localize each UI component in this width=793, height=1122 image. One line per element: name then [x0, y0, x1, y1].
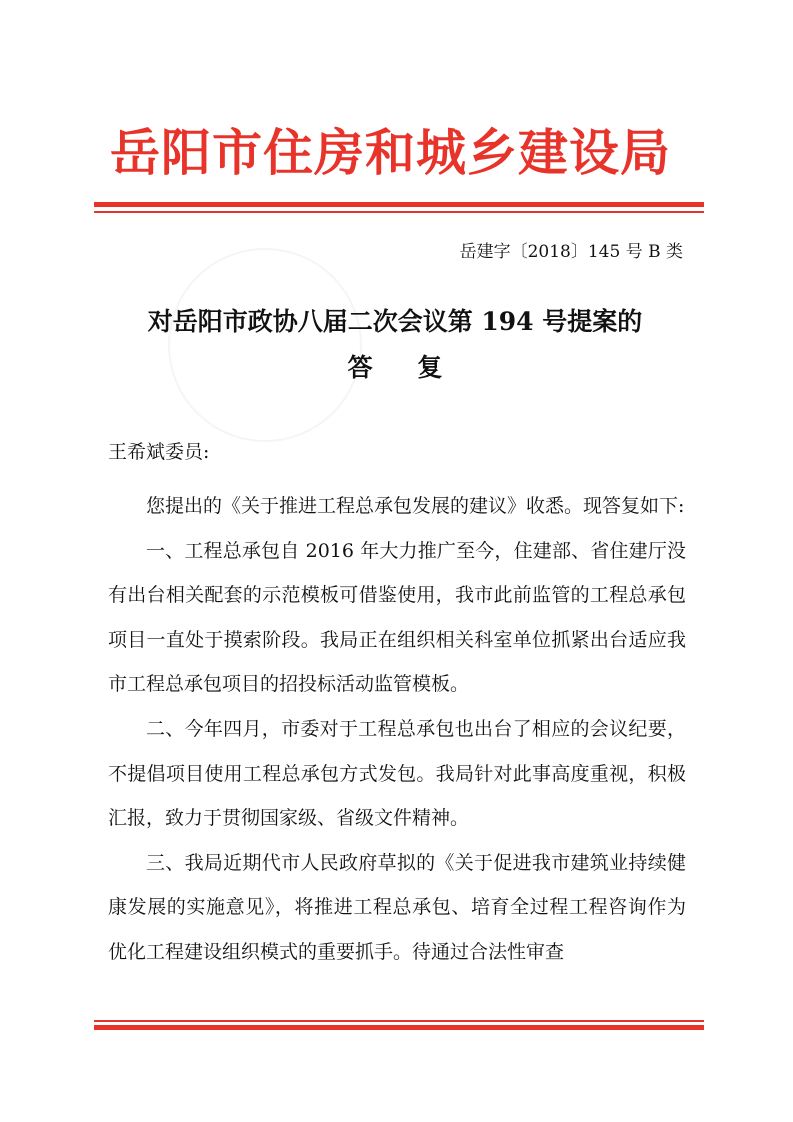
document-title-line2: 答 复 [347, 353, 461, 382]
footer-rule-thin [94, 1020, 704, 1022]
document-title-line1: 对岳阳市政协八届二次会议第 194 号提案的 [147, 307, 643, 336]
letterhead-rule-thick [94, 202, 704, 207]
footer-rule-thick [94, 1025, 704, 1030]
faint-seal-watermark [168, 248, 362, 442]
paragraph-point-2: 二、今年四月，市委对于工程总承包也出台了相应的会议纪要，不提倡项目使用工程总承包方式发包。我局针对此事高度重视，积极汇报，致力于贯彻国家级、省级文件精神。 [108, 717, 686, 830]
document-number: 岳建字〔2018〕145 号 B 类 [459, 242, 683, 262]
salutation: 王希斌委员: [108, 441, 210, 463]
agency-letterhead: 岳阳市住房和城乡建设局 [110, 123, 671, 182]
letterhead-rule-thin [94, 211, 704, 213]
paragraph-point-3: 三、我局近期代市人民政府草拟的《关于促进我市建筑业持续健康发展的实施意见》，将推进工程总承包、培育全过程工程咨询作为优化工程建设组织模式的重要抓手。待通过合法性审查 [108, 851, 686, 963]
paragraph-intro: 您提出的《关于推进工程总承包发展的建议》收悉。现答复如下: [146, 495, 685, 517]
paragraph-point-1: 一、工程总承包自 2016 年大力推广至今，住建部、省住建厅没有出台相关配套的示范模板可借鉴使用，我市此前监管的工程总承包项目一直处于摸索阶段。我局正在组织相关科室单位抓紧出台适应我市工程总承包项目的招投标活动监管模板。 [108, 539, 686, 696]
body-text [108, 484, 686, 975]
